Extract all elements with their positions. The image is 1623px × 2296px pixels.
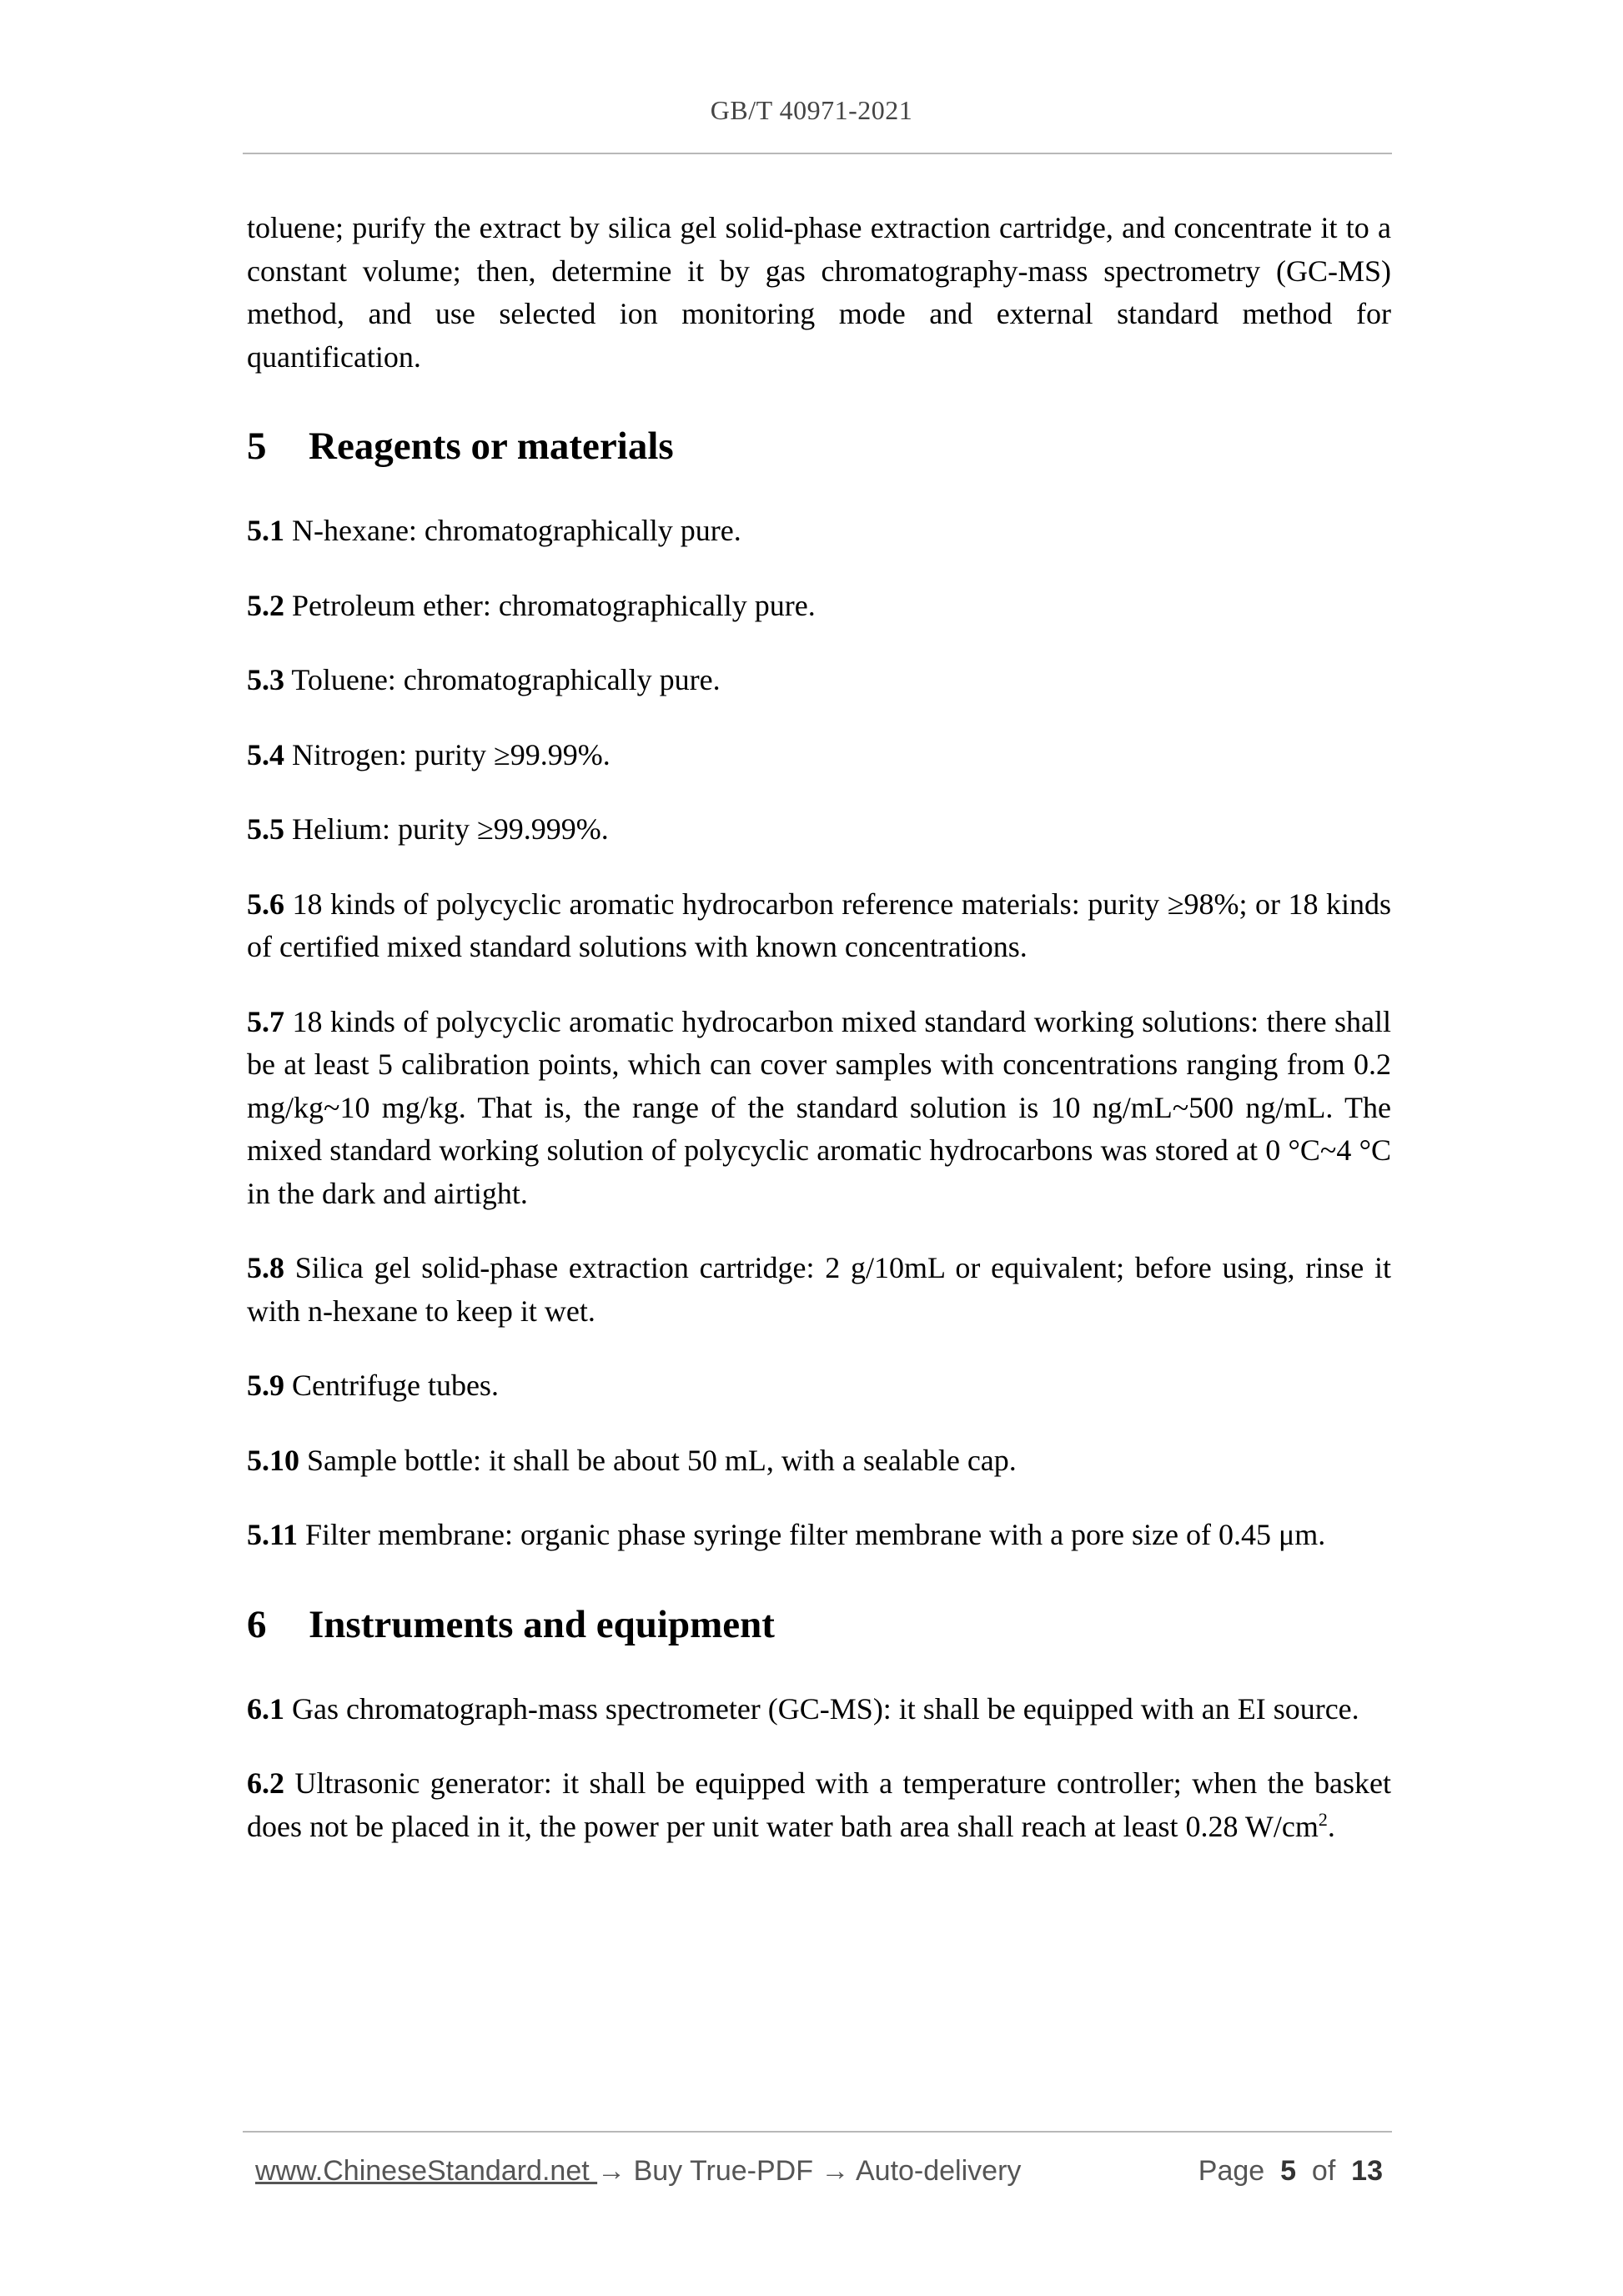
- page-indicator: [1198, 2155, 1383, 2188]
- item-number: 5.11: [247, 1518, 299, 1551]
- item-5-2: [247, 585, 1391, 628]
- arrow-right-icon: →: [597, 2155, 626, 2187]
- item-5-9: [247, 1364, 1391, 1408]
- website-link[interactable]: www.ChineseStandard.net: [255, 2155, 598, 2187]
- item-text: Nitrogen: purity ≥99.99%.: [292, 737, 611, 771]
- item-number: 6.1: [247, 1691, 284, 1726]
- document-header: GB/T 40971-2021: [710, 95, 913, 125]
- item-text: Silica gel solid-phase extraction cartridge: 2 g/10mL or equivalent; before using, rinse it with n-hexane to keep it wet.: [247, 1251, 1391, 1328]
- page-label: Page: [1198, 2155, 1265, 2187]
- header-divider: [243, 153, 1392, 154]
- item-5-3: [247, 659, 1391, 702]
- item-text: Petroleum ether: chromatographically pure.: [292, 588, 816, 622]
- item-text: Gas chromatograph-mass spectrometer (GC-MS): it shall be equipped with an EI source.: [292, 1691, 1359, 1726]
- of-label: of: [1311, 2155, 1336, 2187]
- section-title: Instruments and equipment: [309, 1602, 775, 1646]
- item-number: 5.3: [247, 663, 284, 696]
- section-number: 6: [247, 1602, 267, 1646]
- item-number: 5.9: [247, 1369, 284, 1402]
- item-5-8: [247, 1247, 1391, 1333]
- total-pages: 13: [1351, 2155, 1383, 2187]
- item-5-6: [247, 883, 1391, 969]
- item-number: 5.4: [247, 737, 284, 771]
- item-text: Ultrasonic generator: it shall be equipped with a temperature controller; when the basket does not be placed in it, the power per unit water bath area shall reach at least 0.28 W/cm: [247, 1766, 1391, 1843]
- footer-promo: [255, 2155, 1021, 2188]
- section-title: Reagents or materials: [309, 425, 674, 468]
- item-5-11: [247, 1514, 1391, 1557]
- item-text-end: .: [1327, 1809, 1335, 1843]
- item-5-1: [247, 510, 1391, 553]
- section-number: 5: [247, 425, 267, 468]
- item-number: 5.10: [247, 1443, 299, 1477]
- intro-paragraph: toluene; purify the extract by silica gel solid-phase extraction cartridge, and concentrate it to a constant volume; then, determine it by gas chromatography-mass spectrometry (GC-MS) method, and use selected ion monitoring mode and external standard method for quantification.: [247, 211, 1391, 374]
- item-5-4: [247, 734, 1391, 777]
- page-number: 5: [1280, 2155, 1296, 2187]
- item-text: 18 kinds of polycyclic aromatic hydrocarbon mixed standard working solutions: there shall be at least 5 calibration points, which can cover samples with concentrations ranging from 0.2 mg/kg~10 mg/kg. That is, the range of the standard solution is 10 ng/mL~500 ng/mL. The mixed standard working solution of polycyclic aromatic hydrocarbons was stored at 0 °C~4 °C in the dark and airtight.: [247, 1004, 1392, 1210]
- item-number: 5.6: [247, 887, 284, 921]
- item-number: 5.5: [247, 812, 284, 846]
- item-text: Filter membrane: organic phase syringe filter membrane with a pore size of 0.45 μm.: [305, 1518, 1326, 1551]
- auto-delivery-text: Auto-delivery: [849, 2155, 1022, 2187]
- item-text: Helium: purity ≥99.999%.: [292, 812, 609, 846]
- document-body: [247, 207, 1391, 1848]
- item-number: 5.1: [247, 514, 284, 547]
- item-text: Toluene: chromatographically pure.: [291, 663, 721, 696]
- item-text: N-hexane: chromatographically pure.: [292, 514, 741, 547]
- item-5-10: [247, 1439, 1391, 1483]
- superscript: 2: [1318, 1808, 1328, 1830]
- section-5-heading: [247, 421, 1391, 471]
- item-text: Centrifuge tubes.: [292, 1369, 499, 1402]
- item-text: Sample bottle: it shall be about 50 mL, with a sealable cap.: [307, 1443, 1017, 1477]
- item-number: 6.2: [247, 1766, 284, 1800]
- item-6-2: [247, 1762, 1391, 1848]
- arrow-right-icon: →: [821, 2155, 850, 2187]
- item-number: 5.7: [247, 1004, 284, 1038]
- item-5-7: [247, 1001, 1391, 1216]
- footer-divider: [243, 2131, 1392, 2133]
- section-6-heading: [247, 1600, 1391, 1650]
- buy-pdf-text: Buy True-PDF: [626, 2155, 822, 2187]
- item-number: 5.2: [247, 588, 284, 622]
- item-text: 18 kinds of polycyclic aromatic hydrocarbon reference materials: purity ≥98%; or 18 kinds of certified mixed standard solutions with known concentrations.: [247, 887, 1391, 963]
- item-number: 5.8: [247, 1251, 284, 1284]
- item-6-1: [247, 1688, 1391, 1731]
- item-5-5: [247, 808, 1391, 852]
